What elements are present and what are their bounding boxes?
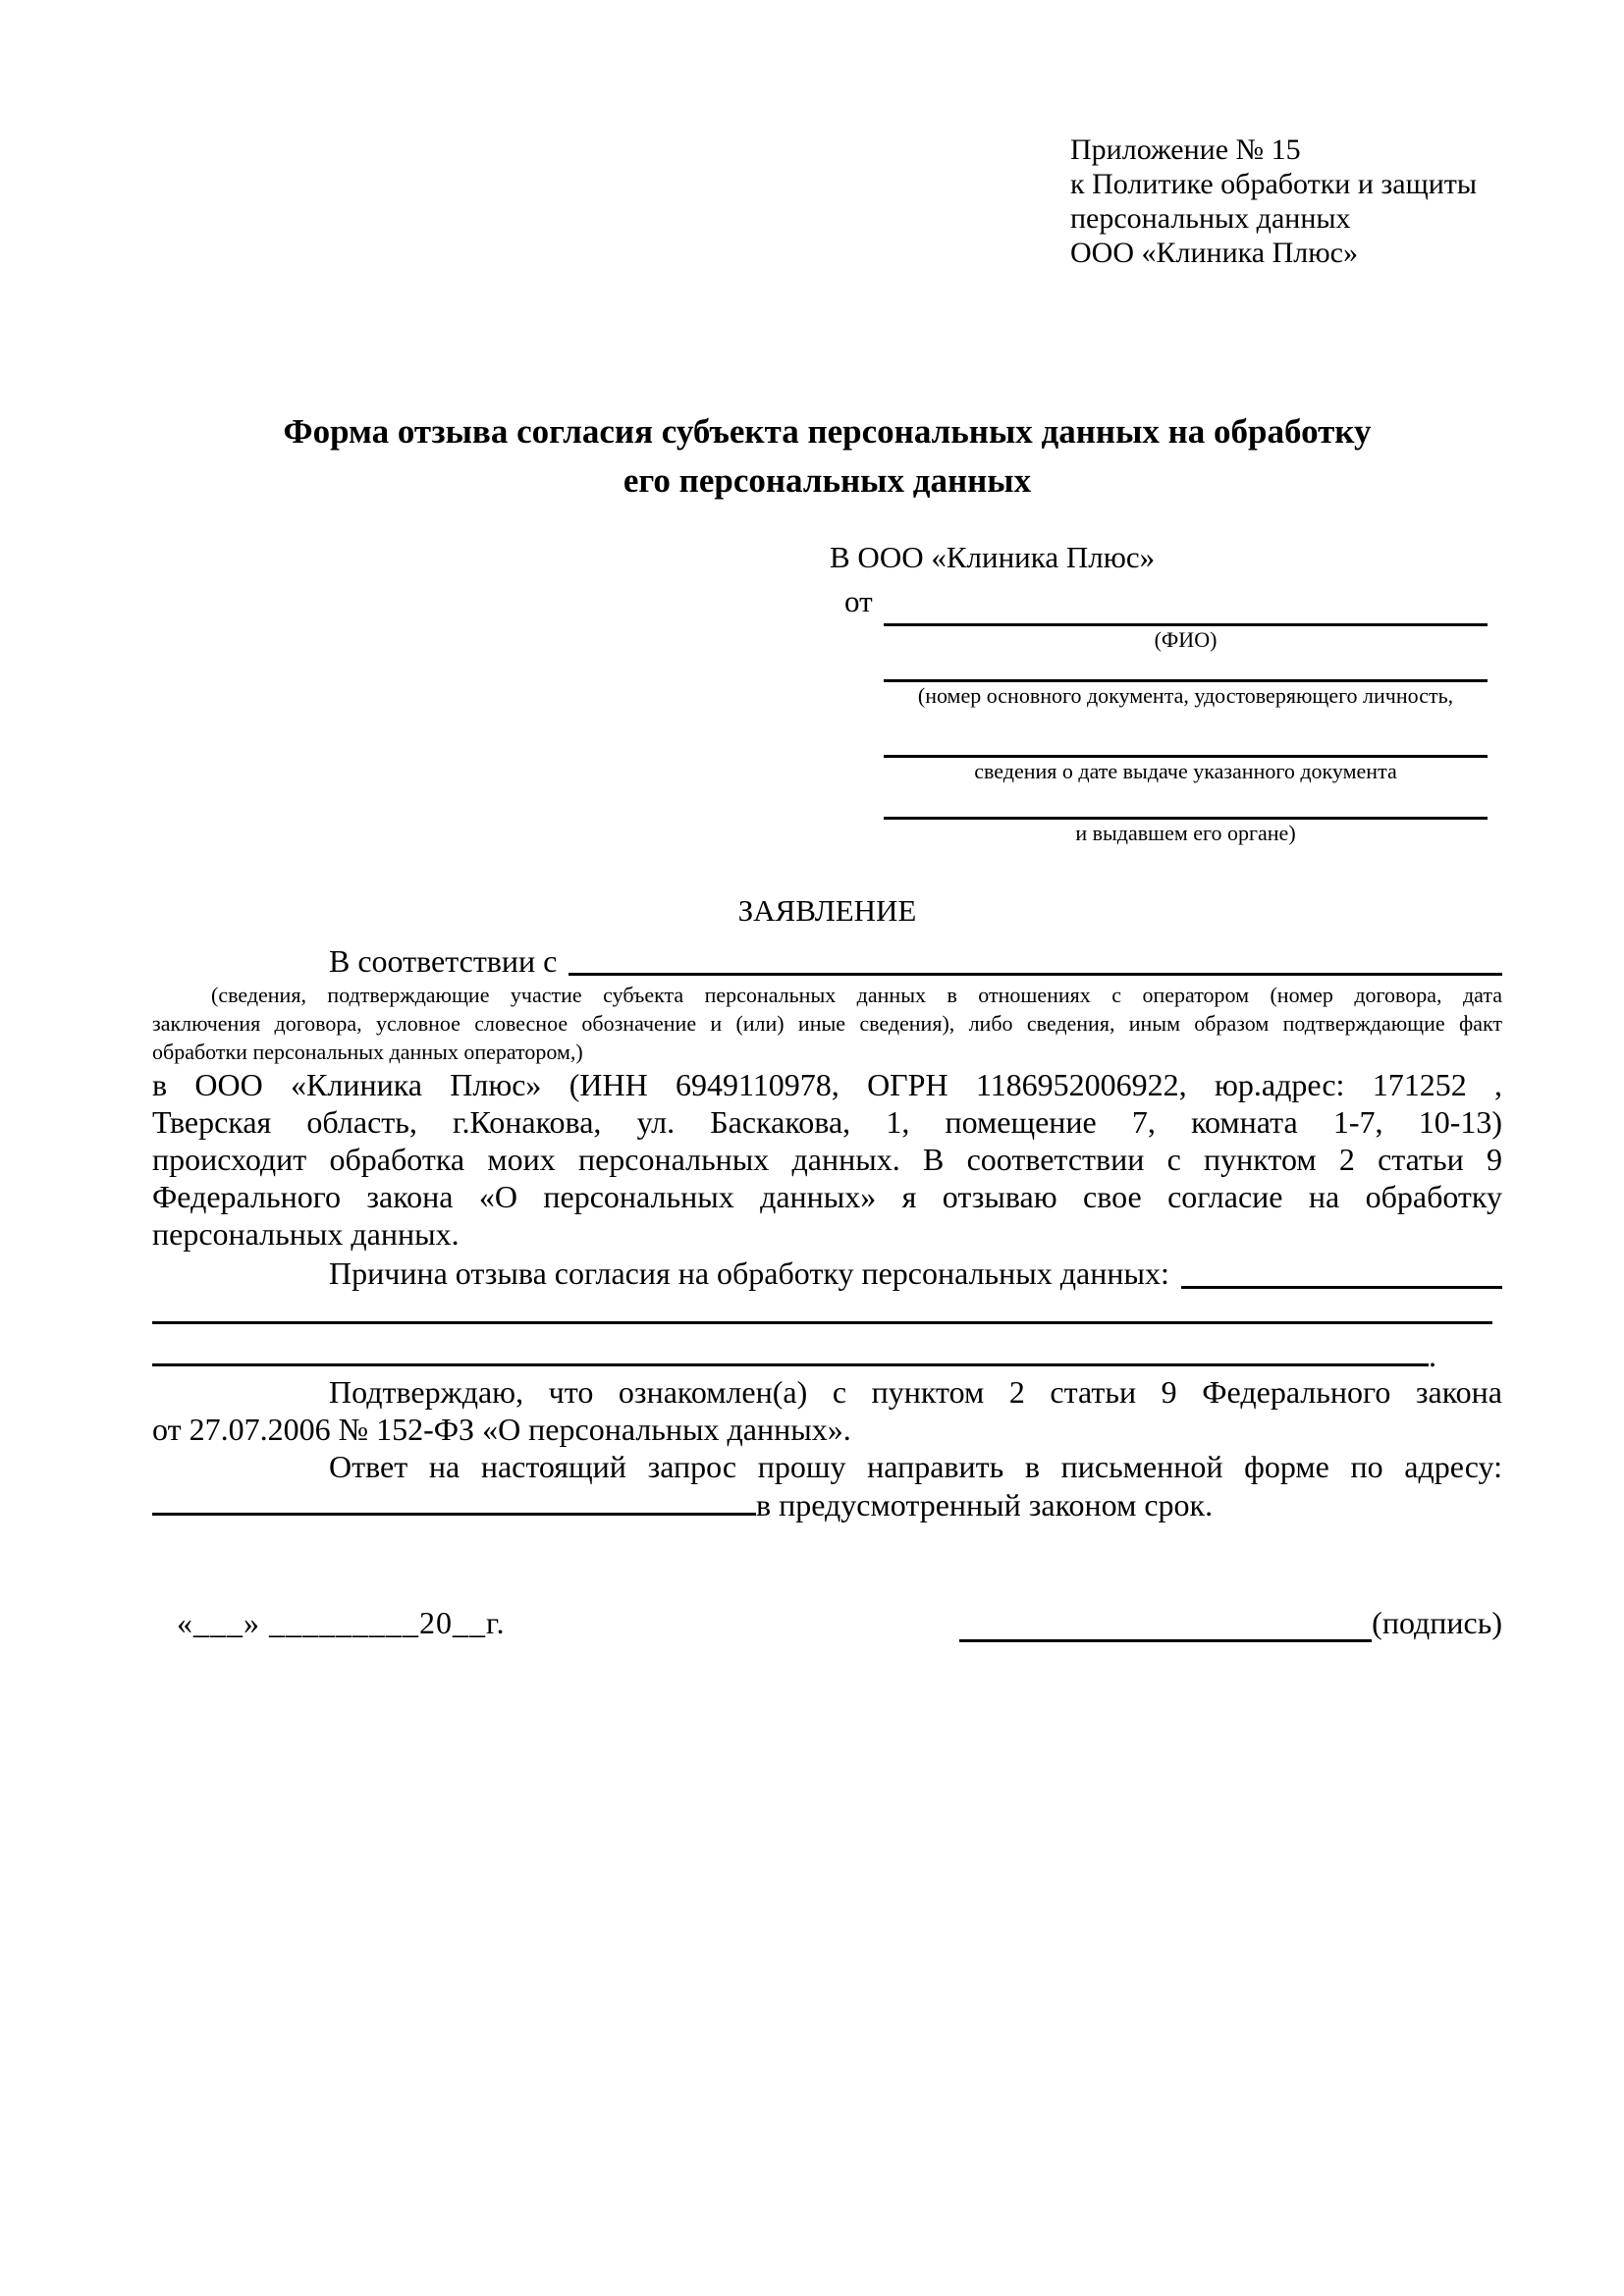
reason-blank-line-3-row: [152, 1338, 1502, 1373]
appendix-line: ООО «Клиника Плюс»: [1070, 237, 1358, 269]
field-issue-date: [884, 755, 1488, 785]
signature-block: [959, 1603, 1502, 1642]
reply-paragraph: [152, 1448, 1502, 1524]
appendix-line: персональных данных: [1070, 202, 1351, 235]
intro-row: [152, 941, 1502, 981]
main-paragraph-line: Тверская область, г.Конакова, ул. Баскакова, 1, помещение 7, комната 1-7, 10-13): [152, 1104, 1502, 1140]
issue-date-caption: сведения о дате выдаче указанного документа: [974, 759, 1397, 783]
reason-row: [152, 1253, 1502, 1294]
confirmation-line: от 27.07.2006 № 152-ФЗ «О персональных данных».: [152, 1412, 851, 1447]
reply-line: Ответ на настоящий запрос прошу направить в письменной форме по адресу:: [329, 1449, 1502, 1484]
signature-caption: (подпись): [1372, 1605, 1502, 1640]
reason-label: Причина отзыва согласия на обработку персональных данных:: [329, 1255, 1169, 1291]
signature-blank-line: [959, 1616, 1372, 1642]
document-title-line: его персональных данных: [623, 461, 1032, 500]
document-title: [152, 407, 1502, 506]
appendix-line: к Политике обработки и защиты: [1070, 168, 1478, 200]
fio-caption: (ФИО): [1154, 627, 1218, 652]
main-paragraph-line: персональных данных.: [152, 1216, 460, 1252]
addressee-from-label: от: [844, 584, 873, 618]
issuing-authority-caption: и выдавшем его органе): [1075, 821, 1296, 845]
reason-blank-line-3: [152, 1340, 1429, 1366]
field-fio: [884, 623, 1488, 654]
date-blank: «___» _________20__г.: [177, 1605, 506, 1640]
document-title-line: Форма отзыва согласия субъекта персональных данных на обработку: [283, 412, 1372, 451]
reason-blank-line: [1181, 1286, 1502, 1289]
main-paragraph-line: происходит обработка моих персональных данных. В соответствии с пунктом 2 статьи 9: [152, 1142, 1502, 1177]
intro-label: В соответствии с: [329, 943, 558, 979]
note-line: обработки персональных данных оператором,): [152, 1040, 583, 1064]
main-paragraph-line: Федерального закона «О персональных данных» я отзываю свое согласие на обработку: [152, 1179, 1502, 1214]
reply-address-row: [152, 1485, 1502, 1524]
addressee-to: В ООО «Клиника Плюс»: [830, 540, 1156, 574]
main-paragraph-line: в ООО «Клиника Плюс» (ИНН 6949110978, ОГРН 1186952006922, юр.адрес: 171252 ,: [152, 1067, 1502, 1102]
intro-blank-line: [568, 973, 1502, 976]
appendix-line: Приложение № 15: [1070, 133, 1301, 166]
appendix-header: [1070, 133, 1502, 270]
main-paragraph: [152, 1066, 1502, 1253]
explanatory-note: [152, 981, 1502, 1066]
note-line: заключения договора, условное словесное обозначение и (или) иные сведения), либо сведения, иным образом подтверждающие факт: [152, 1011, 1502, 1036]
reason-blank-line-2: [152, 1321, 1492, 1324]
statement-heading: ЗАЯВЛЕНИЕ: [737, 893, 917, 928]
field-issuing-authority: [884, 817, 1488, 847]
period-after-blank: .: [1429, 1338, 1436, 1373]
note-line: (сведения, подтверждающие участие субъекта персональных данных в отношениях с оператором (номер договора, дата: [211, 983, 1502, 1007]
applicant-fields: [884, 623, 1488, 847]
reply-tail: в предусмотренный законом срок.: [756, 1487, 1214, 1522]
address-blank-line: [152, 1489, 756, 1516]
date-signature-row: [152, 1603, 1502, 1642]
document-number-caption: (номер основного документа, удостоверяющего личность,: [917, 683, 1454, 708]
confirmation-line: Подтверждаю, что ознакомлен(а) с пунктом 2 статьи 9 Федерального закона: [329, 1374, 1502, 1410]
field-document-number: [884, 679, 1488, 710]
addressee-block: [830, 535, 1502, 623]
confirmation-paragraph: [152, 1373, 1502, 1448]
